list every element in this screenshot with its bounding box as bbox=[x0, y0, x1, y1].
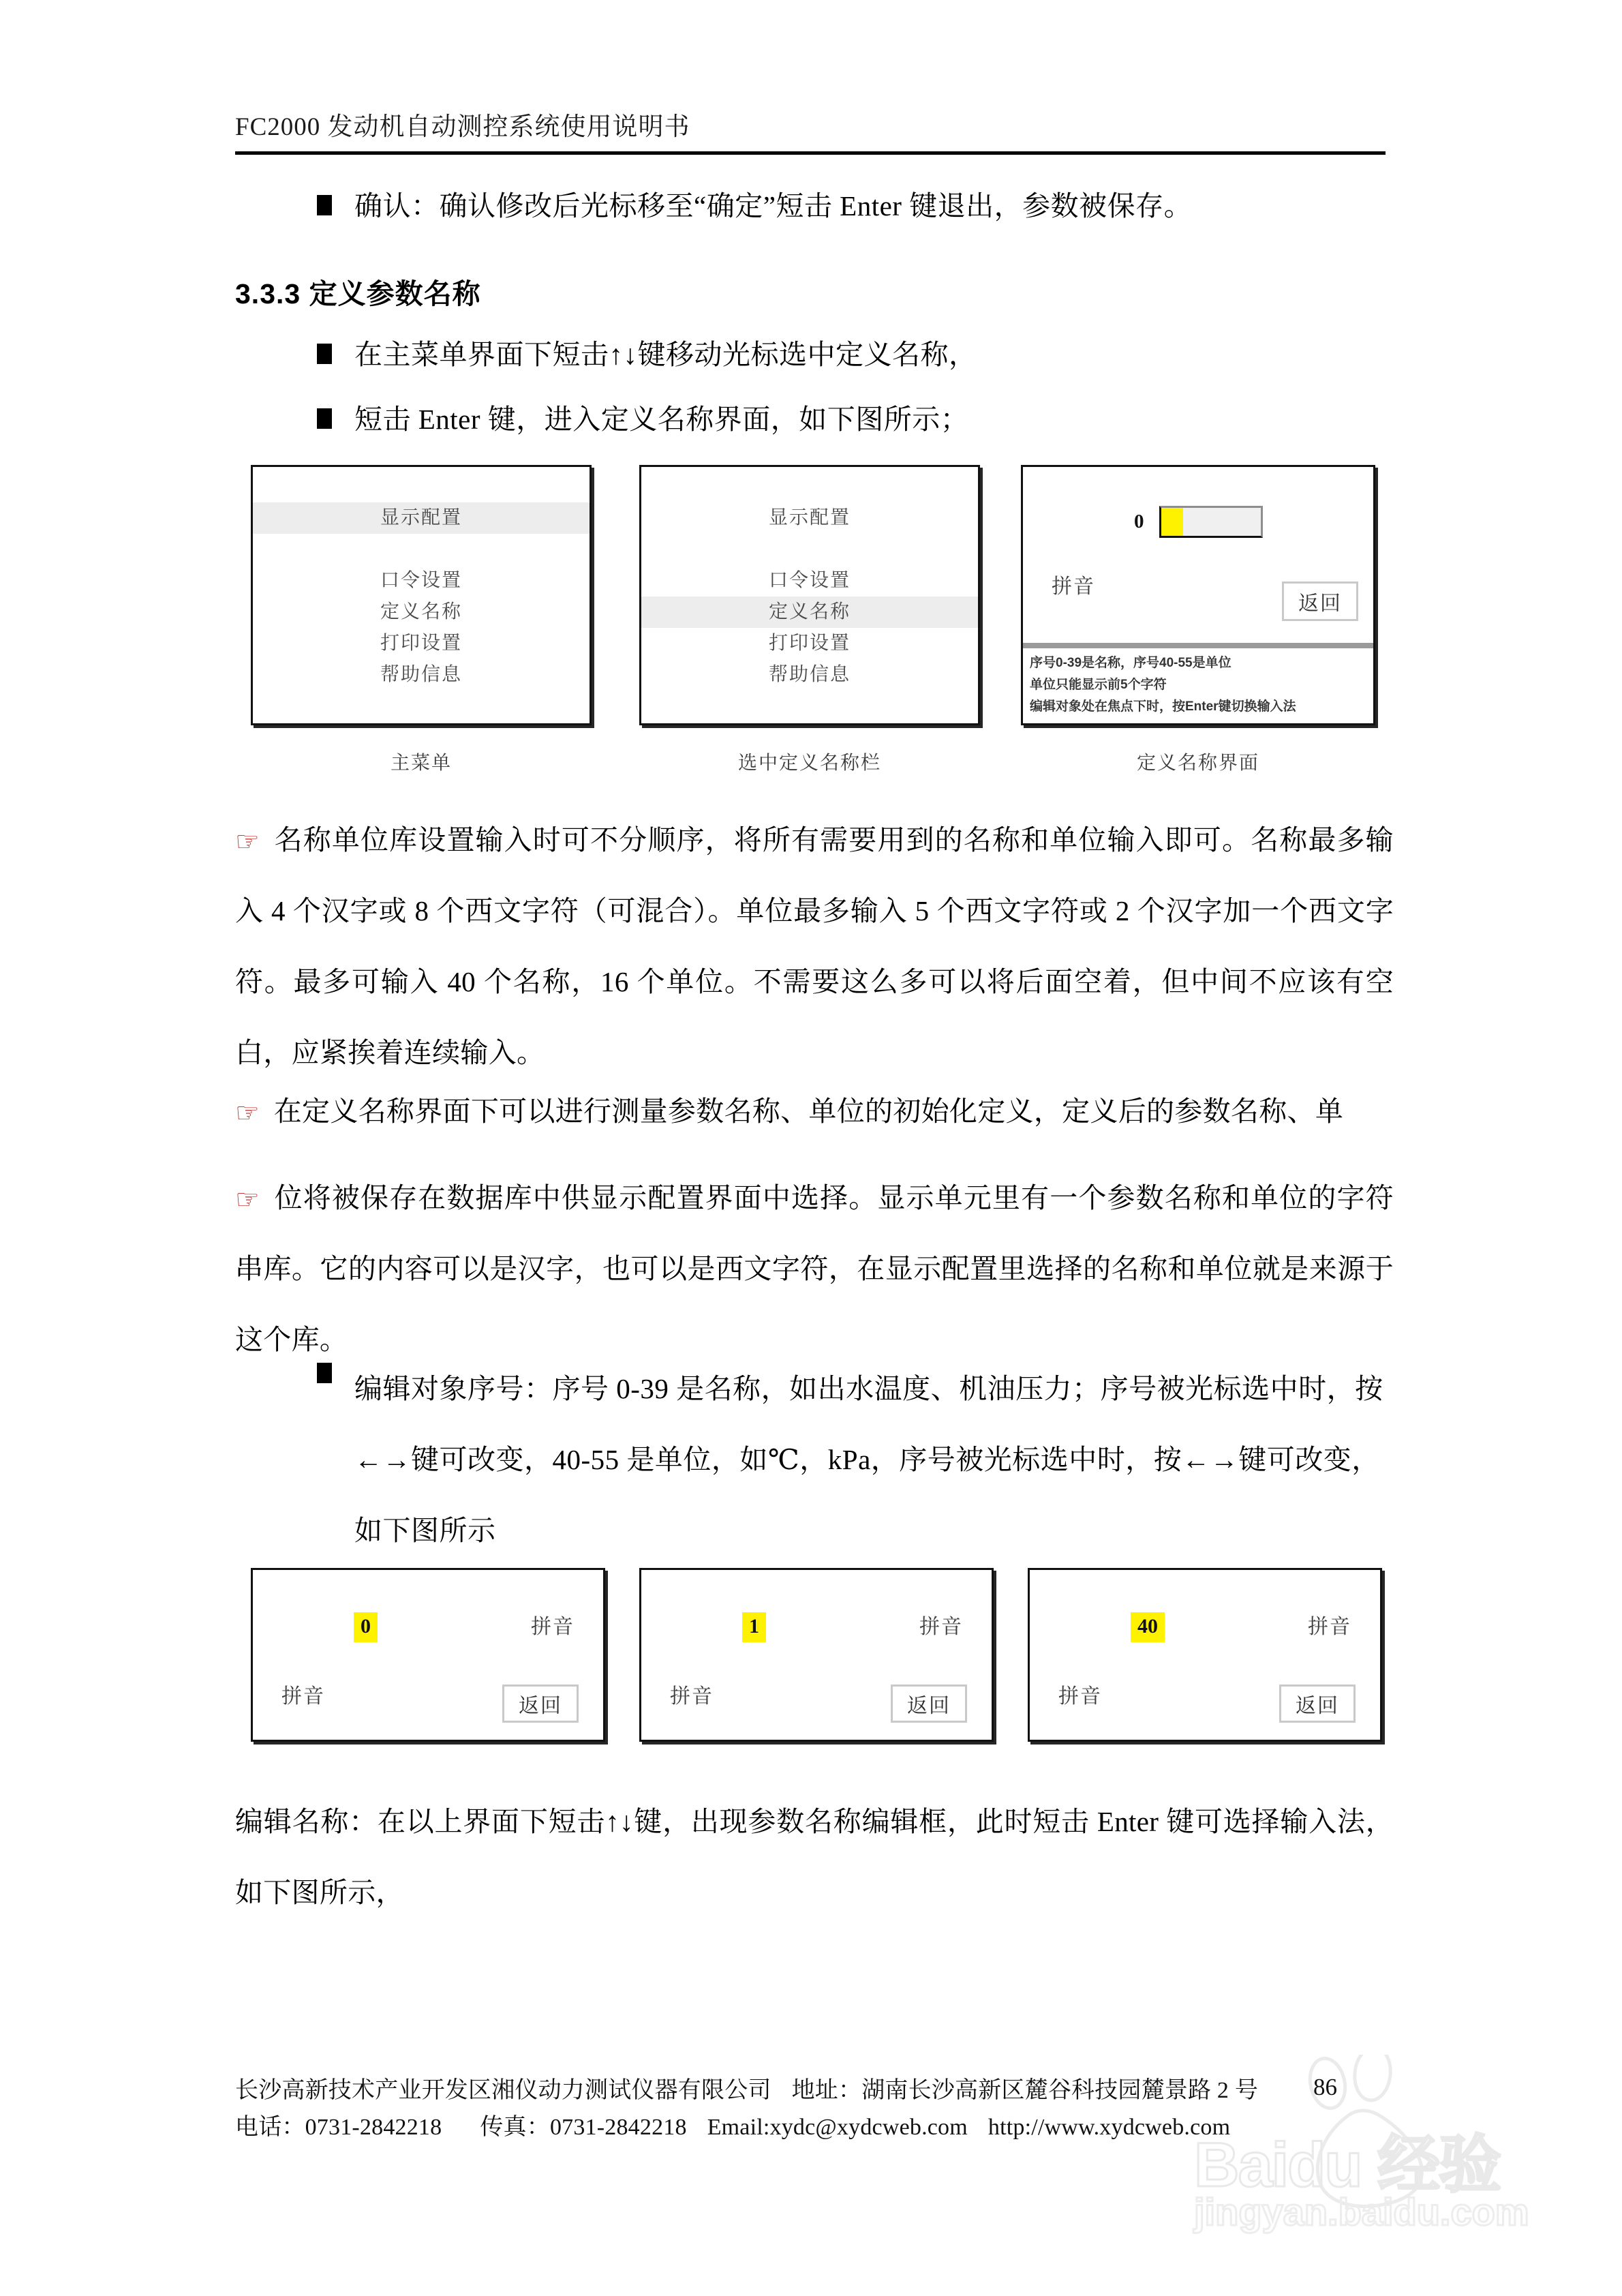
back-button[interactable]: 返回 bbox=[1279, 1685, 1356, 1723]
square-bullet-icon bbox=[317, 195, 332, 215]
device-screen-define-name bbox=[1021, 465, 1375, 725]
page-footer bbox=[235, 2072, 1394, 2146]
device-screen-edit-index-1 bbox=[639, 1568, 994, 1742]
watermark-url: jingyan.baidu.com bbox=[1194, 2190, 1529, 2233]
note-paragraph-2 bbox=[235, 1091, 1394, 1132]
footer-website[interactable]: http://www.xydcweb.com bbox=[988, 2115, 1231, 2140]
pointing-hand-icon: ☞ bbox=[235, 826, 260, 858]
figure-caption-define-name: 定义名称界面 bbox=[1136, 753, 1259, 774]
footer-line-2 bbox=[235, 2109, 1394, 2146]
help-line-2: 单位只能显示前5个字符 bbox=[1030, 678, 1167, 692]
ime-label-top: 拼音 bbox=[919, 1616, 963, 1638]
footer-address: 湖南长沙高新区麓谷科技园麓景路 2 号 bbox=[861, 2078, 1259, 2103]
help-line-1: 序号0-39是名称，序号40-55是单位 bbox=[1030, 656, 1231, 670]
square-bullet-icon bbox=[317, 344, 332, 364]
menu-item-password-setting[interactable]: 口令设置 bbox=[380, 570, 462, 591]
ime-label-bottom: 拼音 bbox=[670, 1685, 714, 1708]
ime-label-bottom: 拼音 bbox=[281, 1685, 325, 1708]
ime-label-bottom: 拼音 bbox=[1058, 1685, 1102, 1708]
header-title: FC2000 发动机自动测控系统使用说明书 bbox=[235, 113, 690, 141]
section-heading: 3.3.3 定义参数名称 bbox=[235, 278, 481, 309]
device-screen-define-name-selected bbox=[639, 465, 980, 725]
help-line-3: 编辑对象处在焦点下时，按Enter键切换输入法 bbox=[1030, 699, 1296, 714]
edit-index-value: 40 bbox=[1131, 1612, 1165, 1642]
page-number: 86 bbox=[1313, 2074, 1337, 2100]
device-screen-main-menu bbox=[251, 465, 592, 725]
figure-caption-define-name-selected: 选中定义名称栏 bbox=[737, 753, 881, 774]
text-cursor-icon bbox=[1161, 508, 1183, 536]
footer-email: Email:xydc@xydcweb.com bbox=[707, 2115, 968, 2140]
note-paragraph-1-text: 名称单位库设置输入时可不分顺序，将所有需要用到的名称和单位输入即可。名称最多输入 4 个汉字或 8 个西文字符（可混合）。单位最多输入 5 个西文字符或 2 个汉字加一个西文字符。最多可输入 40 个名称，16 个单位。不需要这么多可以将后面空着，但中间不应该有空白，应紧挨着连续输入。 bbox=[235, 824, 1394, 1068]
footer-line-1 bbox=[235, 2072, 1394, 2109]
square-bullet-icon bbox=[317, 1363, 332, 1383]
device-screen-edit-index-0 bbox=[251, 1568, 605, 1742]
figure-main-menu bbox=[251, 465, 592, 775]
note-paragraph-3 bbox=[235, 1162, 1394, 1375]
menu-item-define-name[interactable]: 定义名称 bbox=[380, 601, 462, 622]
bullet-confirm bbox=[317, 185, 1394, 226]
bullet-step-1-text: 在主菜单界面下短击↑↓键移动光标选中定义名称， bbox=[354, 339, 977, 370]
menu-item-print-setting[interactable]: 打印设置 bbox=[380, 633, 462, 654]
bullet-step-1 bbox=[317, 334, 1394, 375]
menu-item-password-setting[interactable]: 口令设置 bbox=[768, 570, 851, 591]
define-index-value: 0 bbox=[1134, 511, 1144, 532]
footer-phone: 0731-2842218 bbox=[305, 2115, 442, 2140]
menu-item-print-setting[interactable]: 打印设置 bbox=[768, 633, 851, 654]
bullet-edit-index-text: 编辑对象序号：序号 0-39 是名称，如出水温度、机油压力；序号被光标选中时，按←→键可改变，40-55 是单位，如℃，kPa，序号被光标选中时，按←→键可改变，如下图所示 bbox=[354, 1373, 1383, 1546]
note-paragraph-3-text: 位将被保存在数据库中供显示配置界面中选择。显示单元里有一个参数名称和单位的字符串库。它的内容可以是汉字，也可以是西文字符，在显示配置里选择的名称和单位就是来源于这个库。 bbox=[235, 1182, 1394, 1355]
figure-row-menu-screens bbox=[251, 465, 1375, 775]
edit-index-value: 0 bbox=[354, 1612, 378, 1642]
bullet-step-2-text: 短击 Enter 键，进入定义名称界面，如下图所示； bbox=[354, 404, 969, 435]
edit-index-value: 1 bbox=[742, 1612, 766, 1642]
ime-label-top: 拼音 bbox=[1308, 1616, 1351, 1638]
define-name-input[interactable] bbox=[1159, 506, 1263, 538]
define-help-text bbox=[1030, 652, 1369, 718]
header-divider bbox=[235, 151, 1386, 155]
menu-item-display-config[interactable]: 显示配置 bbox=[253, 502, 590, 534]
figure-define-name-screen bbox=[1021, 465, 1375, 775]
device-screen-edit-index-40 bbox=[1028, 1568, 1382, 1742]
note-paragraph-1 bbox=[235, 804, 1394, 1088]
footer-company: 长沙高新技术产业开发区湘仪动力测试仪器有限公司 bbox=[235, 2078, 771, 2103]
watermark-brand: Baidu 经验 bbox=[1194, 2130, 1501, 2200]
edit-name-paragraph: 编辑名称：在以上界面下短击↑↓键，出现参数名称编辑框，此时短击 Enter 键可选择输入法，如下图所示， bbox=[235, 1806, 1394, 1908]
footer-fax-label: 传真： bbox=[480, 2115, 550, 2140]
footer-fax: 0731-2842218 bbox=[549, 2115, 687, 2140]
menu-item-define-name[interactable]: 定义名称 bbox=[641, 596, 978, 628]
figure-row-edit-screens bbox=[251, 1568, 1382, 1742]
square-bullet-icon bbox=[317, 408, 332, 429]
pointing-hand-icon: ☞ bbox=[235, 1098, 260, 1129]
footer-address-label: 地址： bbox=[791, 2078, 862, 2103]
ime-label-top: 拼音 bbox=[531, 1616, 575, 1638]
pointing-hand-icon: ☞ bbox=[235, 1184, 260, 1215]
figure-caption-main-menu: 主菜单 bbox=[390, 753, 452, 774]
back-button[interactable]: 返回 bbox=[1282, 581, 1358, 621]
bullet-confirm-text: 确认：确认修改后光标移至“确定”短击 Enter 键退出，参数被保存。 bbox=[354, 190, 1193, 222]
bullet-step-2 bbox=[317, 399, 1394, 440]
page-header bbox=[235, 106, 1387, 155]
bullet-edit-index bbox=[317, 1353, 1394, 1566]
back-button[interactable]: 返回 bbox=[891, 1685, 967, 1723]
panel-divider bbox=[1023, 643, 1373, 648]
menu-item-display-config[interactable]: 显示配置 bbox=[768, 507, 851, 528]
back-button[interactable]: 返回 bbox=[502, 1685, 579, 1723]
note-paragraph-2-text: 在定义名称界面下可以进行测量参数名称、单位的初始化定义，定义后的参数名称、单 bbox=[273, 1096, 1344, 1127]
figure-define-name-selected bbox=[639, 465, 980, 775]
menu-item-help-info[interactable]: 帮助信息 bbox=[380, 664, 462, 685]
menu-item-help-info[interactable]: 帮助信息 bbox=[768, 664, 851, 685]
footer-phone-label: 电话： bbox=[235, 2115, 305, 2140]
ime-label: 拼音 bbox=[1052, 575, 1095, 598]
